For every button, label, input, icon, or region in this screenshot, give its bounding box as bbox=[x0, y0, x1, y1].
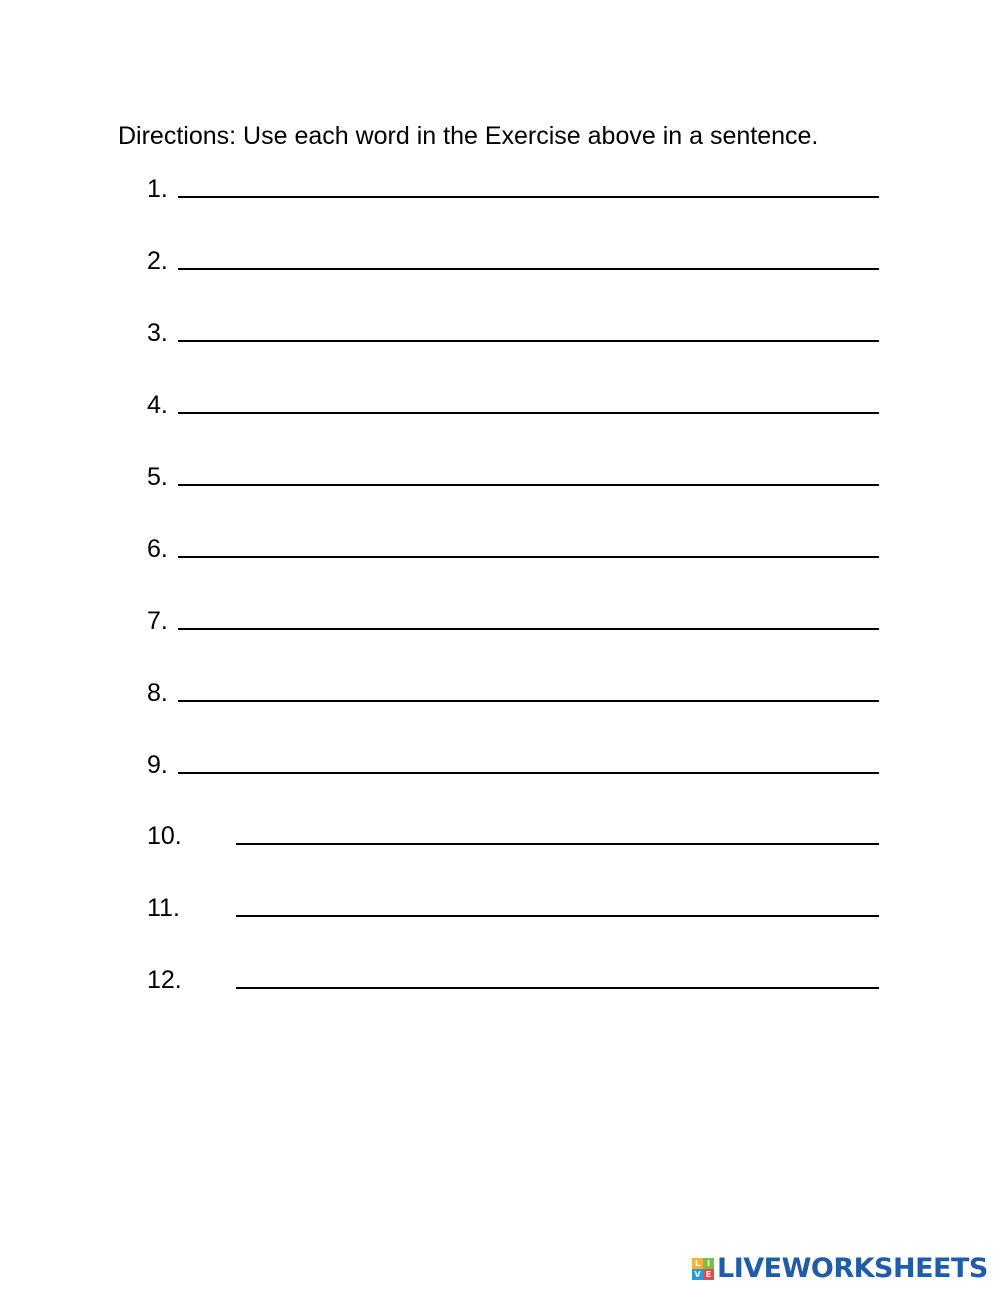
item-number: 12. bbox=[147, 966, 182, 994]
answer-blank-line[interactable] bbox=[178, 412, 879, 414]
item-number: 11. bbox=[147, 894, 180, 922]
answer-blank-line[interactable] bbox=[178, 196, 879, 198]
logo-letter: E bbox=[703, 1269, 714, 1280]
answer-row bbox=[0, 745, 1000, 785]
answer-blank-line[interactable] bbox=[178, 628, 879, 630]
answer-blank-line[interactable] bbox=[236, 843, 879, 845]
answer-row bbox=[0, 601, 1000, 641]
liveworksheets-logo-icon bbox=[692, 1258, 714, 1280]
answer-blank-line[interactable] bbox=[178, 556, 879, 558]
item-number: 5. bbox=[147, 463, 168, 491]
answer-row bbox=[0, 960, 1000, 1000]
answer-blank-line[interactable] bbox=[178, 484, 879, 486]
answer-row bbox=[0, 529, 1000, 569]
answer-blank-line[interactable] bbox=[178, 268, 879, 270]
liveworksheets-logo bbox=[692, 1254, 988, 1284]
brand-name: LIVEWORKSHEETS bbox=[717, 1253, 988, 1284]
item-number: 9. bbox=[147, 751, 168, 779]
item-number: 7. bbox=[147, 607, 168, 635]
answer-blank-line[interactable] bbox=[178, 700, 879, 702]
answer-row bbox=[0, 169, 1000, 209]
item-number: 6. bbox=[147, 535, 168, 563]
item-number: 4. bbox=[147, 391, 168, 419]
item-number: 3. bbox=[147, 319, 168, 347]
item-number: 10. bbox=[147, 822, 182, 850]
answer-row bbox=[0, 385, 1000, 425]
logo-letter: V bbox=[692, 1269, 703, 1280]
item-number: 1. bbox=[147, 175, 168, 203]
answer-row bbox=[0, 673, 1000, 713]
answer-blank-line[interactable] bbox=[178, 340, 879, 342]
answer-row bbox=[0, 888, 1000, 928]
answer-row bbox=[0, 241, 1000, 281]
answer-blank-line[interactable] bbox=[236, 987, 879, 989]
answer-blank-line[interactable] bbox=[236, 915, 879, 917]
item-number: 2. bbox=[147, 247, 168, 275]
answer-blank-line[interactable] bbox=[178, 772, 879, 774]
answer-row bbox=[0, 313, 1000, 353]
item-number: 8. bbox=[147, 679, 168, 707]
directions-text: Directions: Use each word in the Exercise above in a sentence. bbox=[118, 122, 819, 150]
answer-row bbox=[0, 816, 1000, 856]
logo-letter: L bbox=[692, 1258, 703, 1269]
logo-letter: I bbox=[703, 1258, 714, 1269]
answer-row bbox=[0, 457, 1000, 497]
